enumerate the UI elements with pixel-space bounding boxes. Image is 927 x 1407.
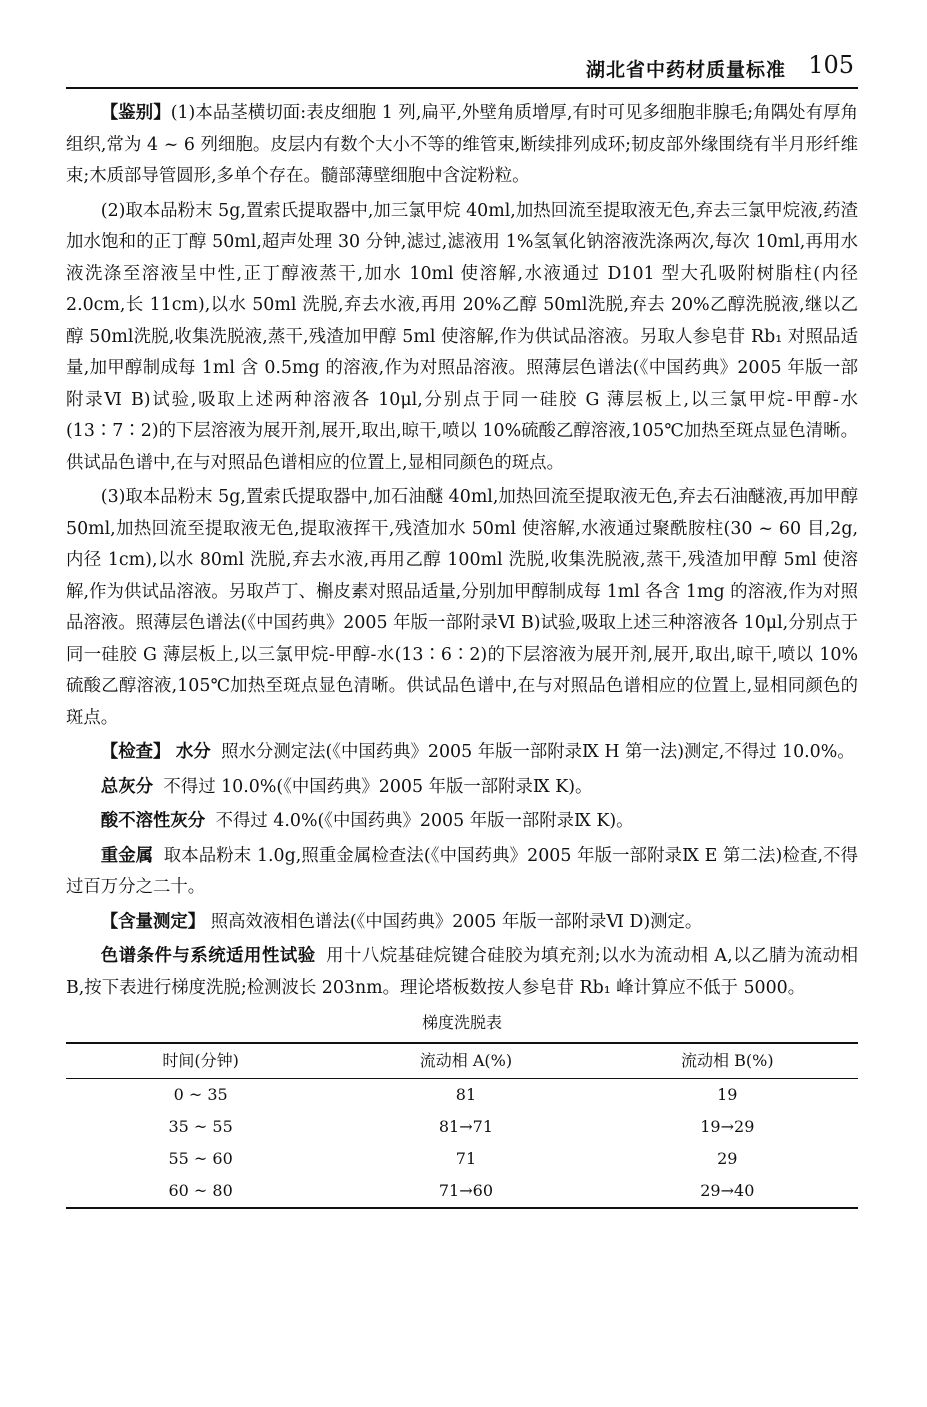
assay-intro: 照高效液相色谱法(《中国药典》2005 年版一部附录Ⅵ D)测定。 [210,911,703,932]
page-body [66,98,858,1209]
table-header-row [66,1043,858,1079]
cell-phase-a: 81→71 [438,1117,493,1137]
cell-phase-a: 71→60 [438,1181,493,1201]
cell-phase-b: 29 [717,1149,738,1169]
heavy-metal-text: 取本品粉末 1.0g,照重金属检查法(《中国药典》2005 年版一部附录Ⅸ E 第二法)检查,不得过百万分之二十。 [66,845,858,897]
total-ash-label: 总灰分 [100,776,153,797]
table-caption: 梯度洗脱表 [421,1013,502,1032]
acid-ash-paragraph [66,806,858,838]
cell-time: 35 ~ 55 [168,1117,233,1137]
identification-heading: 【鉴别】 [100,103,171,123]
table-row [66,1079,858,1112]
conditions-label: 色谱条件与系统适用性试验 [100,946,316,966]
total-ash-text: 不得过 10.0%(《中国药典》2005 年版一部附录Ⅸ K)。 [163,776,593,797]
running-title: 湖北省中药材质量标准 [585,59,786,81]
inspection-paragraph [66,737,858,769]
cell-phase-b: 19→29 [700,1117,755,1137]
heavy-metal-label: 重金属 [100,845,154,866]
gradient-elution-table [66,1042,858,1209]
cell-phase-a: 81 [455,1085,477,1105]
cell-phase-a: 71 [455,1149,477,1169]
acid-ash-label: 酸不溶性灰分 [100,811,206,831]
cell-phase-b: 19 [717,1085,738,1105]
conditions-paragraph [66,941,858,1004]
total-ash-paragraph [66,772,858,804]
moisture-text: 照水分测定法(《中国药典》2005 年版一部附录Ⅸ H 第一法)测定,不得过 10.0%。 [221,742,855,762]
acid-ash-text: 不得过 4.0%(《中国药典》2005 年版一部附录Ⅸ K)。 [215,811,634,831]
identification-paragraph-3: (3)取本品粉末 5g,置索氏提取器中,加石油醚 40ml,加热回流至提取液无色,弃去石油醚液,再加甲醇 50ml,加热回流至提取液无色,提取液挥干,残渣加水 50ml 使溶解,水液通过聚酰胺柱(30 ~ 60 目,2g,内径 1cm),以水 80ml 洗脱,弃去水液,再用乙醇 100ml 洗脱,收集洗脱液,蒸干,残渣加甲醇 5ml 使溶解,作为供试品溶液。另取芦丁、槲皮素对照品适量,分别加甲醇制成每 1ml 各含 1mg 的溶液,作为对照品溶液。照薄层色谱法(《中国药典》2005 年版一部附录Ⅵ B)试验,吸取上述三种溶液各 10μl,分别点于同一硅胶 G 薄层板上,以三氯甲烷-甲醇-水(13∶6∶2)的下层溶液为展开剂,展开,取出,晾干,喷以 10%硫酸乙醇溶液,105℃加热至斑点显色清晰。供试品色谱中,在与对照品色谱相应的位置上,显相同颜色的斑点。 [66,487,858,728]
moisture-label: 水分 [175,742,211,762]
assay-paragraph [66,907,858,939]
table-row [66,1111,858,1143]
table-row [66,1143,858,1175]
cell-time: 55 ~ 60 [168,1149,233,1169]
table-row [66,1175,858,1208]
column-header-phase-a: 流动相 A(%) [419,1051,513,1071]
page-number: 105 [808,51,854,79]
heavy-metal-paragraph [66,841,858,904]
column-header-time: 时间(分钟) [162,1051,239,1071]
assay-heading: 【含量测定】 [100,911,206,932]
page-header [66,45,858,89]
identification-text-1: (1)本品茎横切面:表皮细胞 1 列,扁平,外壁角质增厚,有时可见多细胞非腺毛;角隅处有厚角组织,常为 4 ~ 6 列细胞。皮层内有数个大小不等的维管束,断续排列成环;韧皮部外缘围绕有半月形纤维束;木质部导管圆形,多单个存在。髓部薄壁细胞中含淀粉粒。 [66,103,858,186]
cell-phase-b: 29→40 [700,1181,755,1201]
cell-time: 0 ~ 35 [173,1085,228,1105]
identification-paragraph-1 [66,98,858,193]
identification-paragraph-2: (2)取本品粉末 5g,置索氏提取器中,加三氯甲烷 40ml,加热回流至提取液无色,弃去三氯甲烷液,药渣加水饱和的正丁醇 50ml,超声处理 30 分钟,滤过,滤液用 1%氢氧化钠溶液洗涤两次,每次 10ml,再用水液洗涤至溶液呈中性,正丁醇液蒸干,加水 10ml 使溶解,水液通过 D101 型大孔吸附树脂柱(内径 2.0cm,长 11cm),以水 50ml 洗脱,弃去水液,再用 20%乙醇 50ml洗脱,弃去 20%乙醇洗脱液,继以乙醇 50ml洗脱,收集洗脱液,蒸干,残渣加甲醇 5ml 使溶解,作为供试品溶液。另取人参皂苷 Rb₁ 对照品适量,加甲醇制成每 1ml 含 0.5mg 的溶液,作为对照品溶液。照薄层色谱法(《中国药典》2005 年版一部附录Ⅵ B)试验,吸取上述两种溶液各 10μl,分别点于同一硅胶 G 薄层板上,以三氯甲烷-甲醇-水(13∶7∶2)的下层溶液为展开剂,展开,取出,晾干,喷以 10%硫酸乙醇溶液,105℃加热至斑点显色清晰。供试品色谱中,在与对照品色谱相应的位置上,显相同颜色的斑点。 [66,200,858,473]
column-header-phase-b: 流动相 B(%) [681,1051,774,1071]
conditions-text: 用十八烷基硅烷键合硅胶为填充剂;以水为流动相 A,以乙腈为流动相 B,按下表进行梯度洗脱;检测波长 203nm。理论塔板数按人参皂苷 Rb₁ 峰计算应不低于 5000。 [66,946,858,998]
inspection-heading: 【检查】 [100,742,171,762]
cell-time: 60 ~ 80 [168,1181,233,1201]
